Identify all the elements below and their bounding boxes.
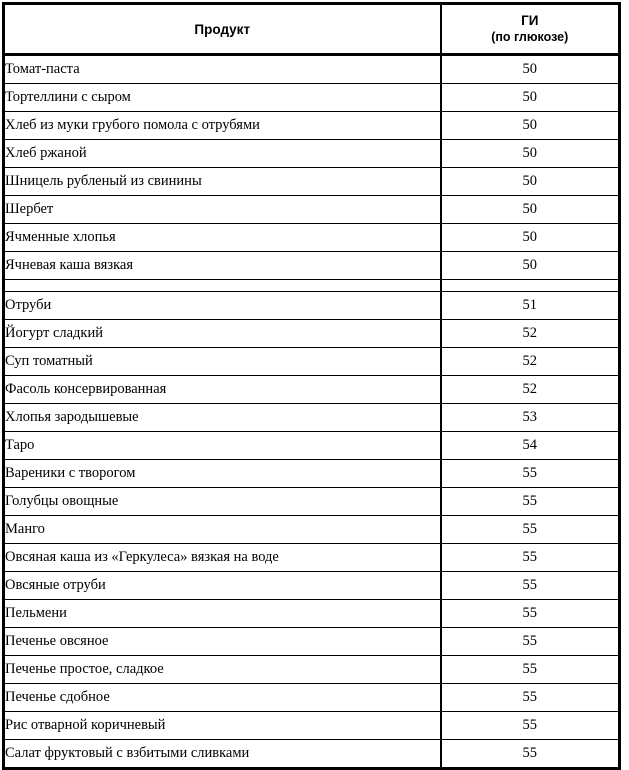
cell-glycemic-index-value: 50 <box>522 61 537 77</box>
cell-glycemic-index-value: 55 <box>441 740 620 769</box>
table-row <box>4 404 620 432</box>
cell-product-name: Вареники с творогом <box>4 460 441 488</box>
cell-glycemic-index-value: 50 <box>441 112 620 140</box>
table-row <box>4 376 620 404</box>
table-row <box>4 84 620 112</box>
table-body <box>4 55 620 769</box>
table-row <box>4 460 620 488</box>
cell-product-name: Овсяные отруби <box>4 572 441 600</box>
cell-glycemic-index-value: 55 <box>441 460 620 488</box>
table-row <box>4 112 620 140</box>
cell-glycemic-index-value: 55 <box>441 600 620 628</box>
cell-product-name: Печенье сдобное <box>4 684 441 712</box>
glycemic-index-table <box>2 2 621 770</box>
cell-glycemic-index-value: 53 <box>441 404 620 432</box>
table-row <box>4 572 620 600</box>
table-row <box>4 656 620 684</box>
cell-product-name: Шербет <box>4 196 441 224</box>
cell-product-name: Печенье простое, сладкое <box>4 656 441 684</box>
cell-product-name: Суп томатный <box>4 348 441 376</box>
table-row <box>4 55 620 84</box>
table-row <box>4 684 620 712</box>
table-row <box>4 348 620 376</box>
cell-glycemic-index-value: 55 <box>441 656 620 684</box>
cell-product-name: Хлеб из муки грубого помола с отрубями <box>4 112 441 140</box>
cell-glycemic-index-value: 52 <box>441 348 620 376</box>
cell-glycemic-index-value: 55 <box>441 544 620 572</box>
table-row <box>4 432 620 460</box>
table-row <box>4 628 620 656</box>
glycemic-index-table-container <box>2 2 618 770</box>
cell-glycemic-index-value: 51 <box>441 292 620 320</box>
cell-product-name: Томат-паста <box>4 55 441 84</box>
column-header-gi-title: ГИ <box>521 13 539 28</box>
cell-product-name: Таро <box>4 432 441 460</box>
cell-product-name: Йогурт сладкий <box>4 320 441 348</box>
cell-glycemic-index-value: 55 <box>441 572 620 600</box>
cell-glycemic-index-value: 50 <box>441 224 620 252</box>
cell-product-name: Салат фруктовый с взбитыми сливками <box>4 740 441 769</box>
cell-glycemic-index-value: 55 <box>441 712 620 740</box>
table-header <box>4 4 620 55</box>
cell-glycemic-index-value: 55 <box>441 516 620 544</box>
cell-product-name: Рис отварной коричневый <box>4 712 441 740</box>
table-row <box>4 600 620 628</box>
header-row <box>4 4 620 55</box>
cell-glycemic-index-value: 55 <box>441 488 620 516</box>
cell-product-name: Манго <box>4 516 441 544</box>
cell-product-name: Ячневая каша вязкая <box>4 252 441 280</box>
cell-glycemic-index-value: 50 <box>441 140 620 168</box>
cell-product-name: Голубцы овощные <box>4 488 441 516</box>
cell-glycemic-index-value: 54 <box>441 432 620 460</box>
cell-glycemic-index-value: 50 <box>441 252 620 280</box>
group-separator-cell <box>4 280 441 292</box>
table-row <box>4 196 620 224</box>
table-row <box>4 712 620 740</box>
table-row <box>4 320 620 348</box>
cell-product-name: Фасоль консервированная <box>4 376 441 404</box>
cell-product-name: Овсяная каша из «Геркулеса» вязкая на воде <box>4 544 441 572</box>
cell-glycemic-index-value: 50 <box>441 168 620 196</box>
cell-glycemic-index-value: 55 <box>441 684 620 712</box>
cell-product-name: Пельмени <box>4 600 441 628</box>
cell-glycemic-index-value: 52 <box>441 320 620 348</box>
cell-glycemic-index-value: 55 <box>441 628 620 656</box>
cell-product-name: Хлопья зародышевые <box>4 404 441 432</box>
cell-product-name: Шницель рубленый из свинины <box>4 168 441 196</box>
table-row <box>4 140 620 168</box>
cell-product-name: Ячменные хлопья <box>4 224 441 252</box>
cell-glycemic-index-value: 50 <box>441 196 620 224</box>
cell-product-name: Хлеб ржаной <box>4 140 441 168</box>
table-row <box>4 516 620 544</box>
column-header-gi <box>441 4 620 55</box>
cell-glycemic-index-value: 52 <box>441 376 620 404</box>
table-row <box>4 292 620 320</box>
table-row <box>4 740 620 769</box>
table-row <box>4 252 620 280</box>
table-row <box>4 544 620 572</box>
table-row <box>4 168 620 196</box>
column-header-gi-subtitle: (по глюкозе) <box>491 30 569 44</box>
group-separator-cell <box>441 280 620 292</box>
cell-glycemic-index-value: 50 <box>441 84 620 112</box>
table-row <box>4 224 620 252</box>
group-separator-row <box>4 280 620 292</box>
column-header-product: Продукт <box>4 4 441 55</box>
cell-product-name: Печенье овсяное <box>4 628 441 656</box>
cell-product-name: Тортеллини с сыром <box>4 84 441 112</box>
table-row <box>4 488 620 516</box>
cell-product-name: Отруби <box>4 292 441 320</box>
